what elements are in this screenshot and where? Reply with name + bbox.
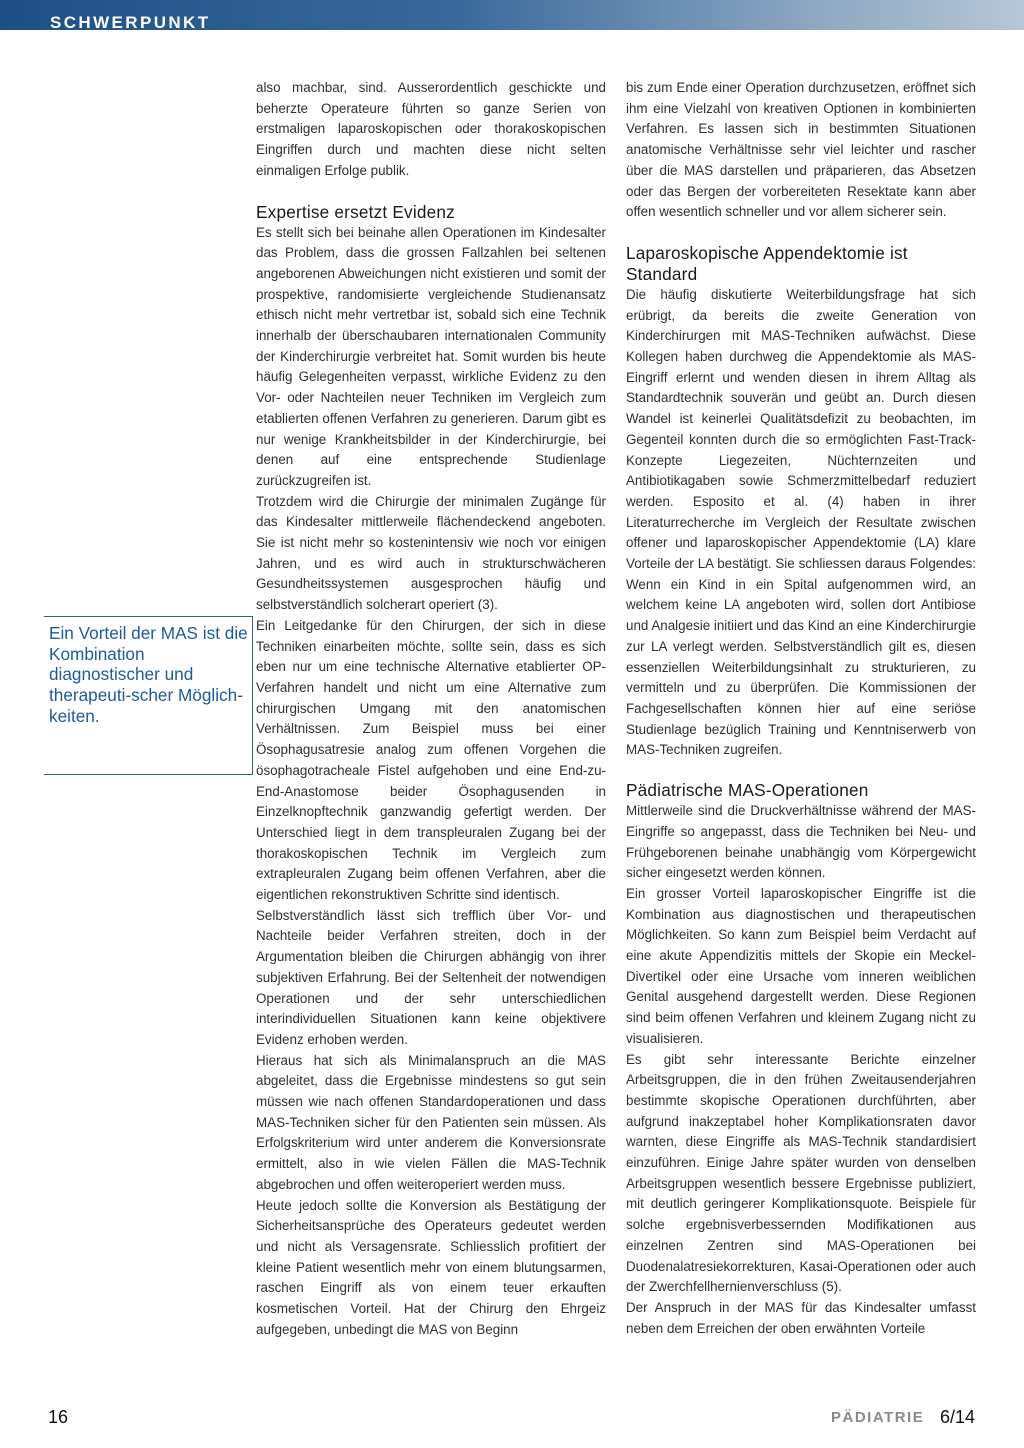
paragraph: Hieraus hat sich als Minimalanspruch an die MAS abgeleitet, dass die Ergebnisse mindestens so gut sein müssen wie nach offenen Standardoperationen und dass MAS-Techniken sicher für den Patienten sein müssen. Als Erfolgskriterium wird unter anderem die Konversionsrate ermittelt, also in wie vielen Fällen die MAS-Technik abgebrochen und offen weiteroperiert werden muss.	[256, 1052, 606, 1192]
heading-expertise: Expertise ersetzt Evidenz	[256, 201, 455, 222]
paragraph: Die häufig diskutierte Weiterbildungsfrage hat sich erübrigt, da bereits die zweite Generation von Kinderchirurgen mit MAS-Techniken aufwächst. Diese Kollegen haben durchweg die Appendektomie als MAS-Eingriff erlernt und wenden diesen in ihrem Alltag als Standardtechnik souverän und geübt an. Durch diesen Wandel ist keinerlei Qualitätsdefizit zu beobachten, im Gegenteil konnten durch die so ermöglichten Fast-Track-Konzepte Liegezeiten, Nüchternzeiten und Antibiotikagaben sowie Schmerzmittelbedarf reduziert werden. Esposito et al. (4) haben in ihrer Literaturrecherche im Vergleich der Resultate zwischen offener und laparoskopischer Appendektomie (LA) klare Vorteile der LA bestätigt. Sie schliessen daraus Folgendes: Wenn ein Kind in ein Spital aufgenommen wird, an welchem keine LA angeboten wird, sollen dort Antibiose und Analgesie initiiert und das Kind an eine Kinderchirurgie zur LA verlegt werden. Selbstverständlich gilt es, diesen essenziellen Weiterbildungsinhalt zu strukturieren, zu vermitteln und zu überprüfen. Die Kommissionen der Fachgesellschaften können hier auf eine seriöse Studienlage bezüglich Training und Kenntniserwerb von MAS-Techniken zugreifen.	[626, 286, 976, 758]
article-column-left	[256, 78, 606, 1340]
pullquote-text: Ein Vorteil der MAS ist die Kombination diagnostischer und therapeuti-scher Möglich-keiten.	[49, 623, 248, 726]
section-header-bar	[0, 0, 1024, 30]
issue-number: 6/14	[940, 1407, 976, 1427]
paragraph-intro: also machbar, sind. Ausserordentlich geschickte und beherzte Operateure führten so ganze Serien von erstmaligen laparoskopischen oder thorakoskopischen Eingriffen durch und machten diese nicht selten einmaligen Erfolge publik.	[256, 80, 606, 178]
paragraph: Es gibt sehr interessante Berichte einzelner Arbeitsgruppen, die in den frühen Zweitausenderjahren bestimmte skopische Operationen durchführten, aber aufgrund inakzeptabel hoher Komplikationsraten davor warnten, diese Eingriffe als MAS-Technik standardisiert einzuführen. Einige Jahre später wurden von denselben Arbeitsgruppen wesentlich bessere Ergebnisse publiziert, mit deutlich geringerer Komplikationsquote. Beispiele für solche ergebnisverbessernden Modifikationen aus einzelnen Zentren sind MAS-Operationen bei Duodenalatresiekorrekturen, Kasai-Operationen oder auch der Zwerchfellhernienverschluss (5).	[626, 1051, 976, 1295]
paragraph: Der Anspruch in der MAS für das Kindesalter umfasst neben dem Erreichen der oben erwähnten Vorteile	[626, 1299, 976, 1336]
paragraph: Es stellt sich bei beinahe allen Operationen im Kindesalter das Problem, dass die grossen Fallzahlen bei seltenen angeborenen Abweichungen nicht existieren und somit der prospektive, randomisierte vergleichende Studienansatz ethisch nicht mehr vertretbar ist, sobald sich eine Technik innerhalb der überschaubaren internationalen Community der Kinderchirurgie verbreitet hat. Somit wurden bis heute häufig Gelegenheiten verpasst, wirkliche Evidenz zu den Vor- oder Nachteilen neuer Techniken im Vergleich zum etablierten offenen Verfahren zu generieren. Darum gibt es nur wenige Krankheitsbilder in der Kinderchirurgie, bei denen auf eine entsprechende Studienlage zurückzugreifen ist.	[256, 224, 606, 488]
page-number: 16	[48, 1407, 69, 1427]
paragraph: Ein Leitgedanke für den Chirurgen, der sich in diese Techniken einarbeiten möchte, sollte sein, dass es sich eben nur um eine technische Alternative etablierter OP-Verfahren handelt und nicht um eine Alternative zum chirurgischen Umgang mit den anatomischen Verhältnissen. Zum Beispiel muss bei einer Ösophagusatresie analog zum offenen Vorgehen die ösophagotracheale Fistel aufgehoben und eine End-zu-End-Anastomose beider Ösophagusenden in Einzelknopftechnik ganzwandig gefertigt werden. Der Unterschied liegt in dem transpleuralen Zugang bei der thorakoskopischen Technik im Vergleich zum extrapleuralen Zugang beim offenen Verfahren, aber die eigentlichen rekonstruktiven Schritte sind identisch.	[256, 617, 606, 903]
journal-logo: PÄDIATRIE	[831, 1409, 925, 1426]
paragraph: Mittlerweile sind die Druckverhältnisse während der MAS-Eingriffe so angepasst, dass die Techniken bei Neu- und Frühgeborenen beinahe unabhängig vom Körpergewicht sicher eingesetzt werden können.	[626, 803, 976, 881]
pullquote-box	[44, 616, 253, 775]
paragraph: Selbstverständlich lässt sich trefflich über Vor- und Nachteile beider Verfahren streiten, doch in der Argumentation bleiben die Chirurgen abhängig von ihrer subjektiven Erfahrung. Bei der Seltenheit der notwendigen Operationen und der sehr unterschiedlichen interindividuellen Situationen kann keine objektivere Evidenz erhoben werden.	[256, 907, 606, 1047]
paragraph: Trotzdem wird die Chirurgie der minimalen Zugänge für das Kindesalter mittlerweile flächendeckend angeboten. Sie ist nicht mehr so kostenintensiv wie noch vor einigen Jahren, und es wird auch in strukturschwächeren Gesundheitssystemen ausgesprochen häufig und selbstverständlich solcherart operiert (3).	[256, 493, 606, 613]
heading-paediatrische-mas: Pädiatrische MAS-Operationen	[626, 780, 869, 801]
paragraph: Ein grosser Vorteil laparoskopischer Eingriffe ist die Kombination aus diagnostischen und therapeutischen Möglichkeiten. So kann zum Beispiel beim Verdacht auf eine akute Appendizitis mittels der Skopie ein Meckel-Divertikel oder eine Ursache vom inneren weiblichen Genital ausgehend dargestellt werden. Diese Regionen sind beim offenen Verfahren und kleinem Zugang nicht zu visualisieren.	[626, 885, 976, 1046]
article-column-right	[626, 78, 976, 1339]
paragraph-intro: bis zum Ende einer Operation durchzusetzen, eröffnet sich ihm eine Vielzahl von kreativen Optionen in kombinierten Verfahren. Es lassen sich in bestimmten Situationen anatomische Verhältnisse sehr viel leichter und rascher über die MAS darstellen und präparieren, das Absetzen oder das Bergen der vorbereiteten Resektate kann aber offen wesentlich schneller und vor allem sicherer sein.	[626, 80, 976, 220]
section-label: SCHWERPUNKT	[50, 13, 211, 32]
paragraph: Heute jedoch sollte die Konversion als Bestätigung der Sicherheitsansprüche des Operateurs gedeutet werden und nicht als Versagensrate. Schliesslich profitiert der kleine Patient wesentlich mehr von einem blutungsarmen, raschen Eingriff als von einem teuer erkauften kosmetischen Vorteil. Hat der Chirurg den Ehrgeiz aufgegeben, unbedingt die MAS von Beginn	[256, 1197, 606, 1337]
heading-appendektomie: Laparoskopische Appendektomie ist Standard	[626, 242, 908, 284]
